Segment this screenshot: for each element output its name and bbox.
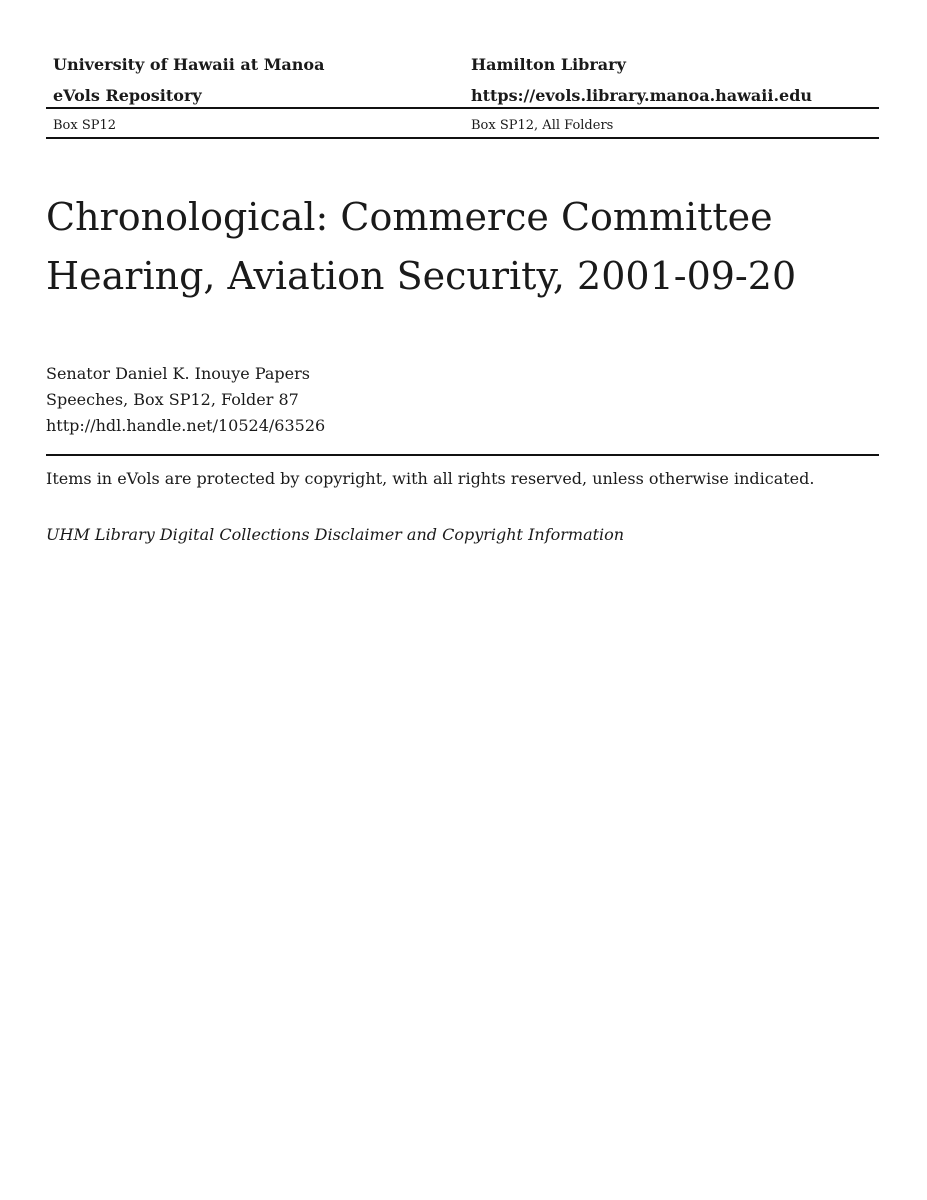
title-line-2: Hearing, Aviation Security, 2001-09-20 [46,254,797,298]
repository-url[interactable]: https://evols.library.manoa.hawaii.edu [471,86,813,105]
header-divider [46,107,879,109]
repository-name: eVols Repository [53,86,202,105]
document-metadata [46,361,325,439]
header-bottom-divider [46,137,879,139]
collection-name: Senator Daniel K. Inouye Papers [46,364,310,383]
box-label: Box SP12 [53,118,117,133]
title-line-1: Chronological: Commerce Committee [46,195,773,239]
library-name: Hamilton Library [471,55,626,74]
handle-link[interactable]: http://hdl.handle.net/10524/63526 [46,416,326,435]
document-title [46,188,879,306]
box-folders-label: Box SP12, All Folders [471,118,614,133]
footer-divider [46,454,879,456]
institution-name: University of Hawaii at Manoa [53,55,325,74]
folder-location: Speeches, Box SP12, Folder 87 [46,390,299,409]
disclaimer-link[interactable]: UHM Library Digital Collections Disclaimer and Copyright Information [46,525,625,544]
copyright-notice: Items in eVols are protected by copyright, with all rights reserved, unless otherwise indicated. [46,469,815,488]
